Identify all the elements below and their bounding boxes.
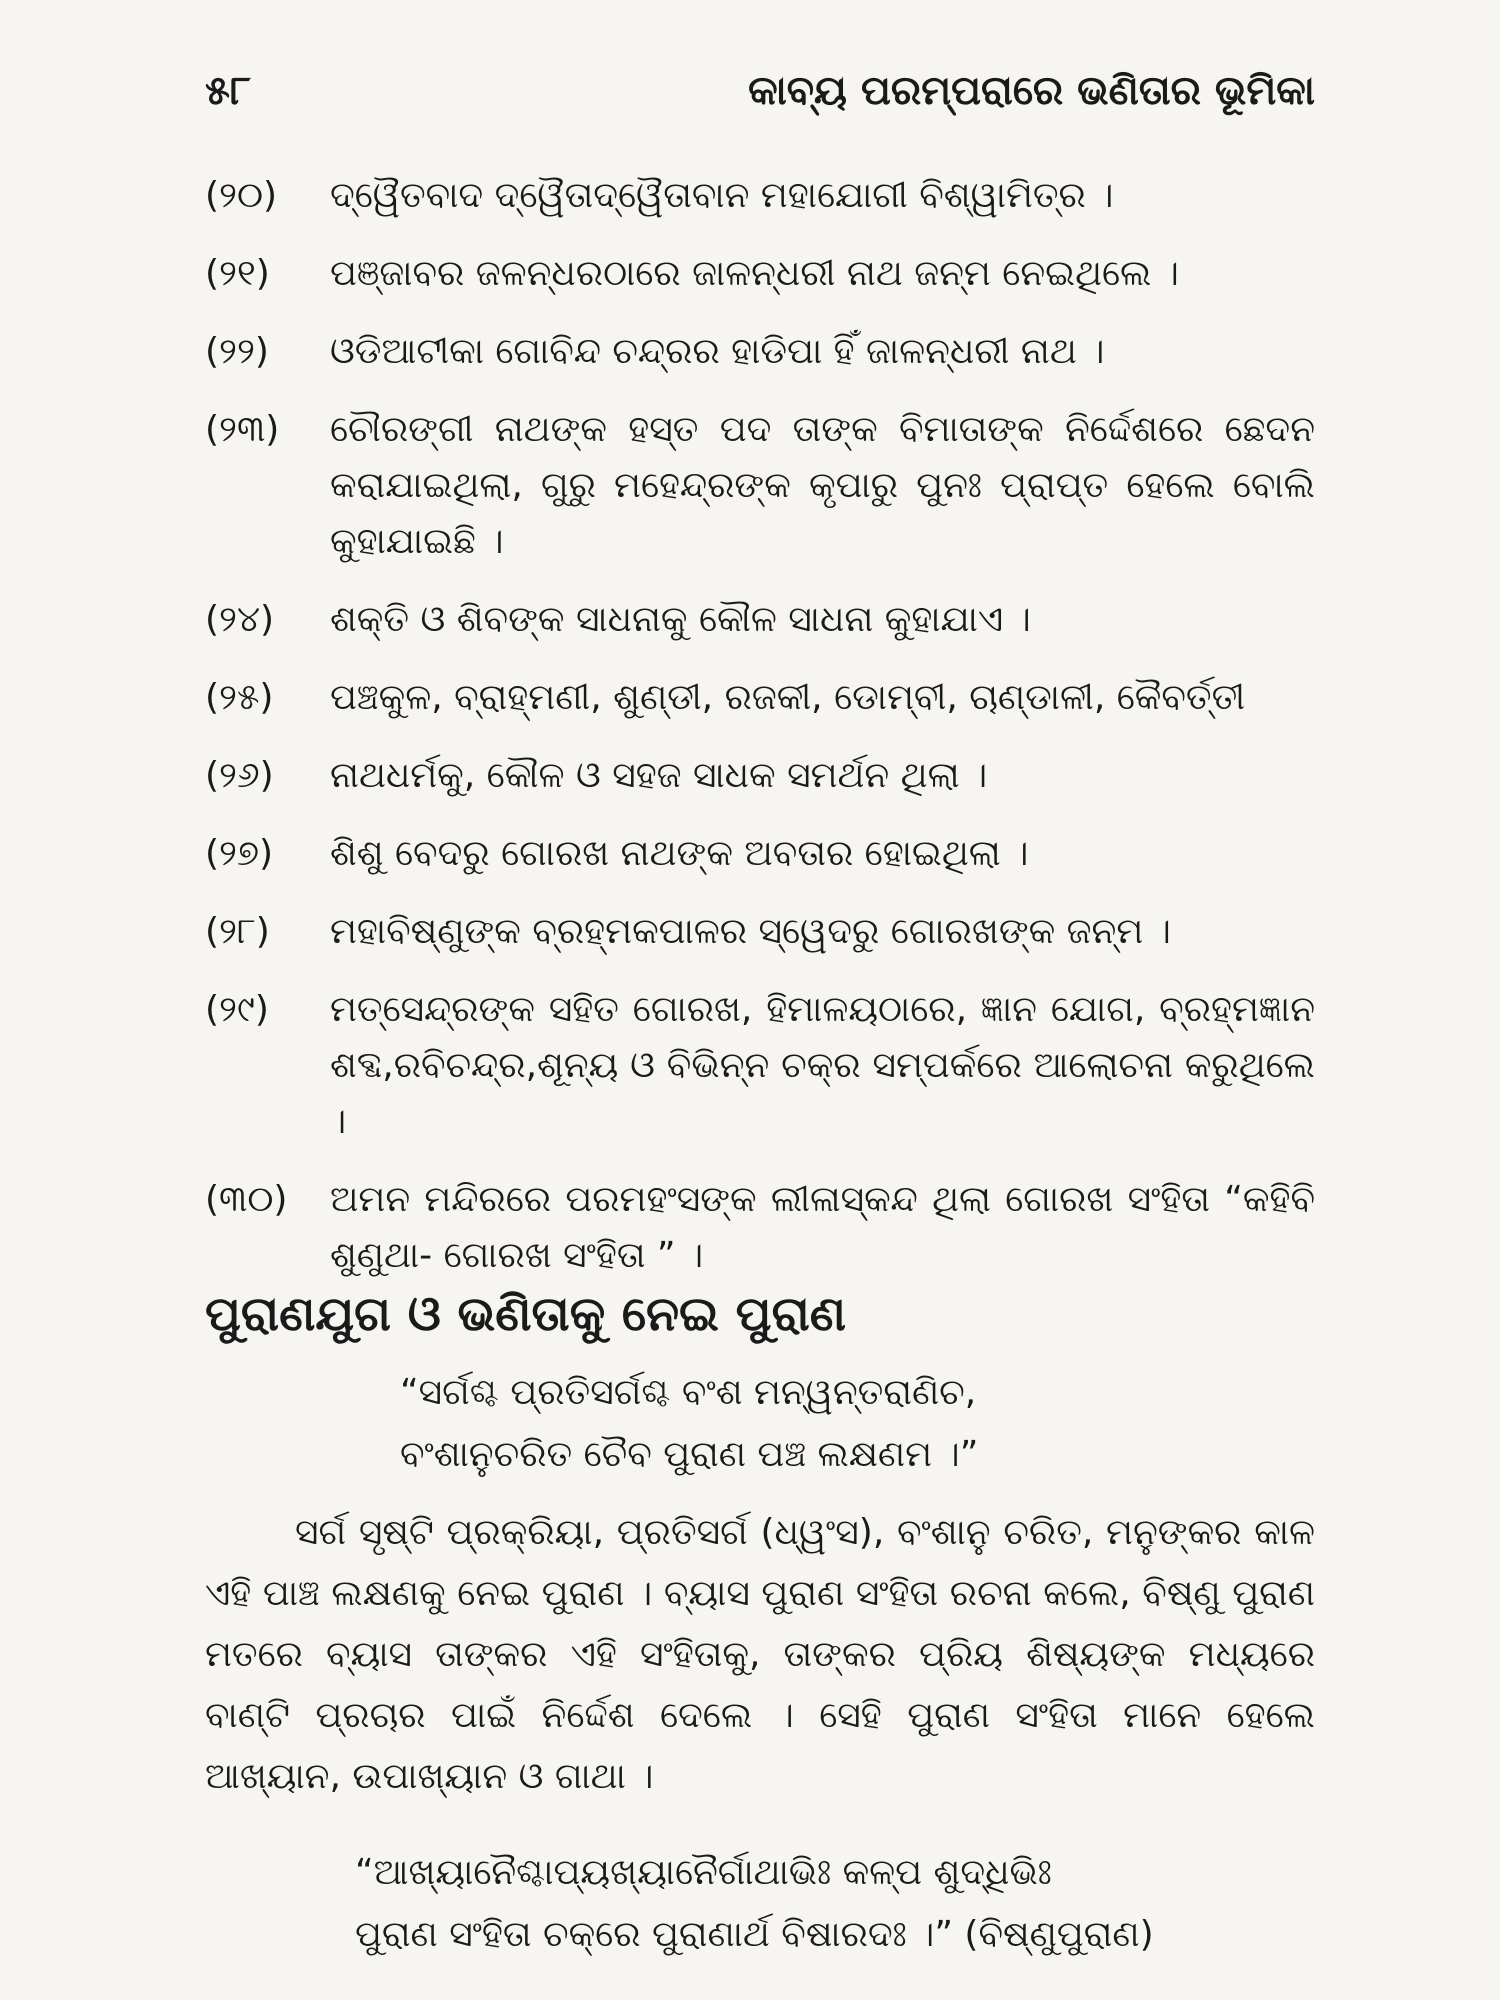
verse-line: “ଆଖ୍ୟାନୈଶ୍ଚାପ୍ୟଖ୍ୟାନୈର୍ଗାଥାଭିଃ କଳ୍ପ ଶୁଦ୍ଧିଭିଃ [355, 1852, 1052, 1893]
note-item [205, 246, 1315, 302]
note-number: (୨୨) [205, 331, 269, 372]
note-item [205, 748, 1315, 804]
note-item [205, 168, 1315, 224]
note-item [205, 904, 1315, 960]
note-item [205, 670, 1315, 726]
note-text: ପଞ୍ଜାବର ଜଳନ୍ଧରଠାରେ ଜାଳନ୍ଧରୀ ନାଥ ଜନ୍ମ ନେଇଥିଲେ । [330, 253, 1179, 294]
note-text: ମହାବିଷ୍ଣୁଙ୍କ ବ୍ରହ୍ମକପାଳର ସ୍ୱେଦରୁ ଗୋରଖଙ୍କ ଜନ୍ମ । [330, 911, 1171, 952]
section-heading: ପୁରାଣଯୁଗ ଓ ଭଣିତାକୁ ନେଇ ପୁରାଣ [205, 1286, 847, 1342]
note-text: ପଞ୍ଚକୁଳ, ବ୍ରାହ୍ମଣୀ, ଶୁଣ୍ଡୀ, ରଜକୀ, ଡୋମ୍ବୀ, ଚାଣ୍ଡାଳୀ, କୈବର୍ତ୍ତୀ [330, 677, 1246, 718]
body-paragraph: ସର୍ଗ ସୃଷ୍ଟି ପ୍ରକ୍ରିୟା, ପ୍ରତିସର୍ଗ (ଧ୍ୱଂସ), ବଂଶାନୁ ଚରିତ, ମନୁଙ୍କର କାଳ ଏହି ପାଞ୍ଚ ଲକ୍ଷଣକୁ ନେଇ ପୁରାଣ । ବ୍ୟାସ ପୁରାଣ ସଂହିତା ରଚନା କଲେ, ବିଷ୍ଣୁ ପୁରାଣ ମତରେ ବ୍ୟାସ ତାଙ୍କର ଏହି ସଂହିତାକୁ, ତାଙ୍କର ପ୍ରିୟ ଶିଷ୍ୟଙ୍କ ମଧ୍ୟରେ ବାଣ୍ଟି ପ୍ରଚାର ପାଇଁ ନିର୍ଦ୍ଦେଶ ଦେଲେ । ସେହି ପୁରାଣ ସଂହିତା ମାନେ ହେଲେ ଆଖ୍ୟାନ, ଉପାଖ୍ୟାନ ଓ ଗାଥା । [205, 1512, 1315, 1797]
note-text: ଶିଶୁ ବେଦରୁ ଗୋରଖ ନାଥଙ୍କ ଅବତାର ହୋଇଥିଲା । [330, 833, 1029, 874]
note-number: (୨୬) [205, 755, 274, 796]
note-text: ଦ୍ୱୈତବାଦ ଦ୍ୱୈତାଦ୍ୱୈତାବାନ ମହାଯୋଗୀ ବିଶ୍ୱାମିତ୍ର । [330, 175, 1114, 216]
note-number: (୨୩) [205, 409, 280, 450]
verse-quote [355, 1842, 1315, 1966]
verse-line: “ସର୍ଗଶ୍ଚ ପ୍ରତିସର୍ଗଶ୍ଚ ବଂଶ ମନ୍ୱନ୍ତରାଣିଚ, [400, 1372, 977, 1413]
notes-list [205, 168, 1315, 1306]
verse-line: ପୁରାଣ ସଂହିତା ଚକ୍ରେ ପୁରାଣାର୍ଥ ବିଷାରଦଃ ।” (ବିଷ୍ଣୁପୁରାଣ) [355, 1914, 1154, 1955]
page-header [205, 68, 1315, 128]
note-number: (୨୫) [205, 677, 274, 718]
note-item [205, 826, 1315, 882]
verse-line: ବଂଶାନୁଚରିତ ଚୈବ ପୁରାଣ ପଞ୍ଚ ଲକ୍ଷଣମ ।” [400, 1434, 979, 1475]
note-text: ମତ୍ସେନ୍ଦ୍ରଙ୍କ ସହିତ ଗୋରଖ, ହିମାଳୟଠାରେ, ଜ୍ଞାନ ଯୋଗ, ବ୍ରହ୍ମଜ୍ଞାନ ଶବ୍ଦ,ରବିଚନ୍ଦ୍ର,ଶୂନ୍ୟ ଓ ବିଭିନ୍ନ ଚକ୍ର ସମ୍ପର୍କରେ ଆଲୋଚନା କରୁଥିଲେ । [330, 989, 1315, 1142]
note-item [205, 982, 1315, 1150]
note-number: (୨୪) [205, 599, 275, 640]
note-item [205, 592, 1315, 648]
note-number: (୨୮) [205, 911, 270, 952]
page-number: ୫୮ [205, 68, 251, 114]
note-text: ନାଥଧର୍ମକୁ, କୌଳ ଓ ସହଜ ସାଧକ ସମର୍ଥନ ଥିଲା । [330, 755, 988, 796]
note-text: ଶକ୍ତି ଓ ଶିବଙ୍କ ସାଧନାକୁ କୌଳ ସାଧନା କୁହାଯାଏ । [330, 599, 1031, 640]
note-text: ଅମନ ମନ୍ଦିରରେ ପରମହଂସଙ୍କ ଲୀଳାସ୍କନ୍ଦ ଥିଲା ଗୋରଖ ସଂହିତା “କହିବି ଶୁଣୁଥା- ଗୋରଖ ସଂହିତା ” । [330, 1179, 1315, 1276]
note-item [205, 402, 1315, 570]
note-number: (୩୦) [205, 1179, 288, 1220]
note-item [205, 1172, 1315, 1284]
note-text: ଚୌରଙ୍ଗୀ ନାଥଙ୍କ ହସ୍ତ ପଦ ତାଙ୍କ ବିମାତାଙ୍କ ନିର୍ଦ୍ଦେଶରେ ଛେଦନ କରାଯାଇଥିଲା, ଗୁରୁ ମହେନ୍ଦ୍ରଙ୍କ କୃପାରୁ ପୁନଃ ପ୍ରାପ୍ତ ହେଲେ ବୋଲି କୁହାଯାଇଛି । [330, 409, 1315, 562]
verse-quote [400, 1362, 1300, 1486]
note-number: (୨୭) [205, 833, 274, 874]
note-text: ଓଡିଆଟୀକା ଗୋବିନ୍ଦ ଚନ୍ଦ୍ରର ହାଡିପା ହିଁ ଜାଳନ୍ଧରୀ ନାଥ । [330, 331, 1105, 372]
note-number: (୨୦) [205, 175, 278, 216]
note-number: (୨୯) [205, 989, 269, 1030]
note-number: (୨୧) [205, 253, 270, 294]
note-item [205, 324, 1315, 380]
running-title: କାବ୍ୟ ପରମ୍ପରାରେ ଭଣିତାର ଭୂମିକା [748, 68, 1315, 114]
